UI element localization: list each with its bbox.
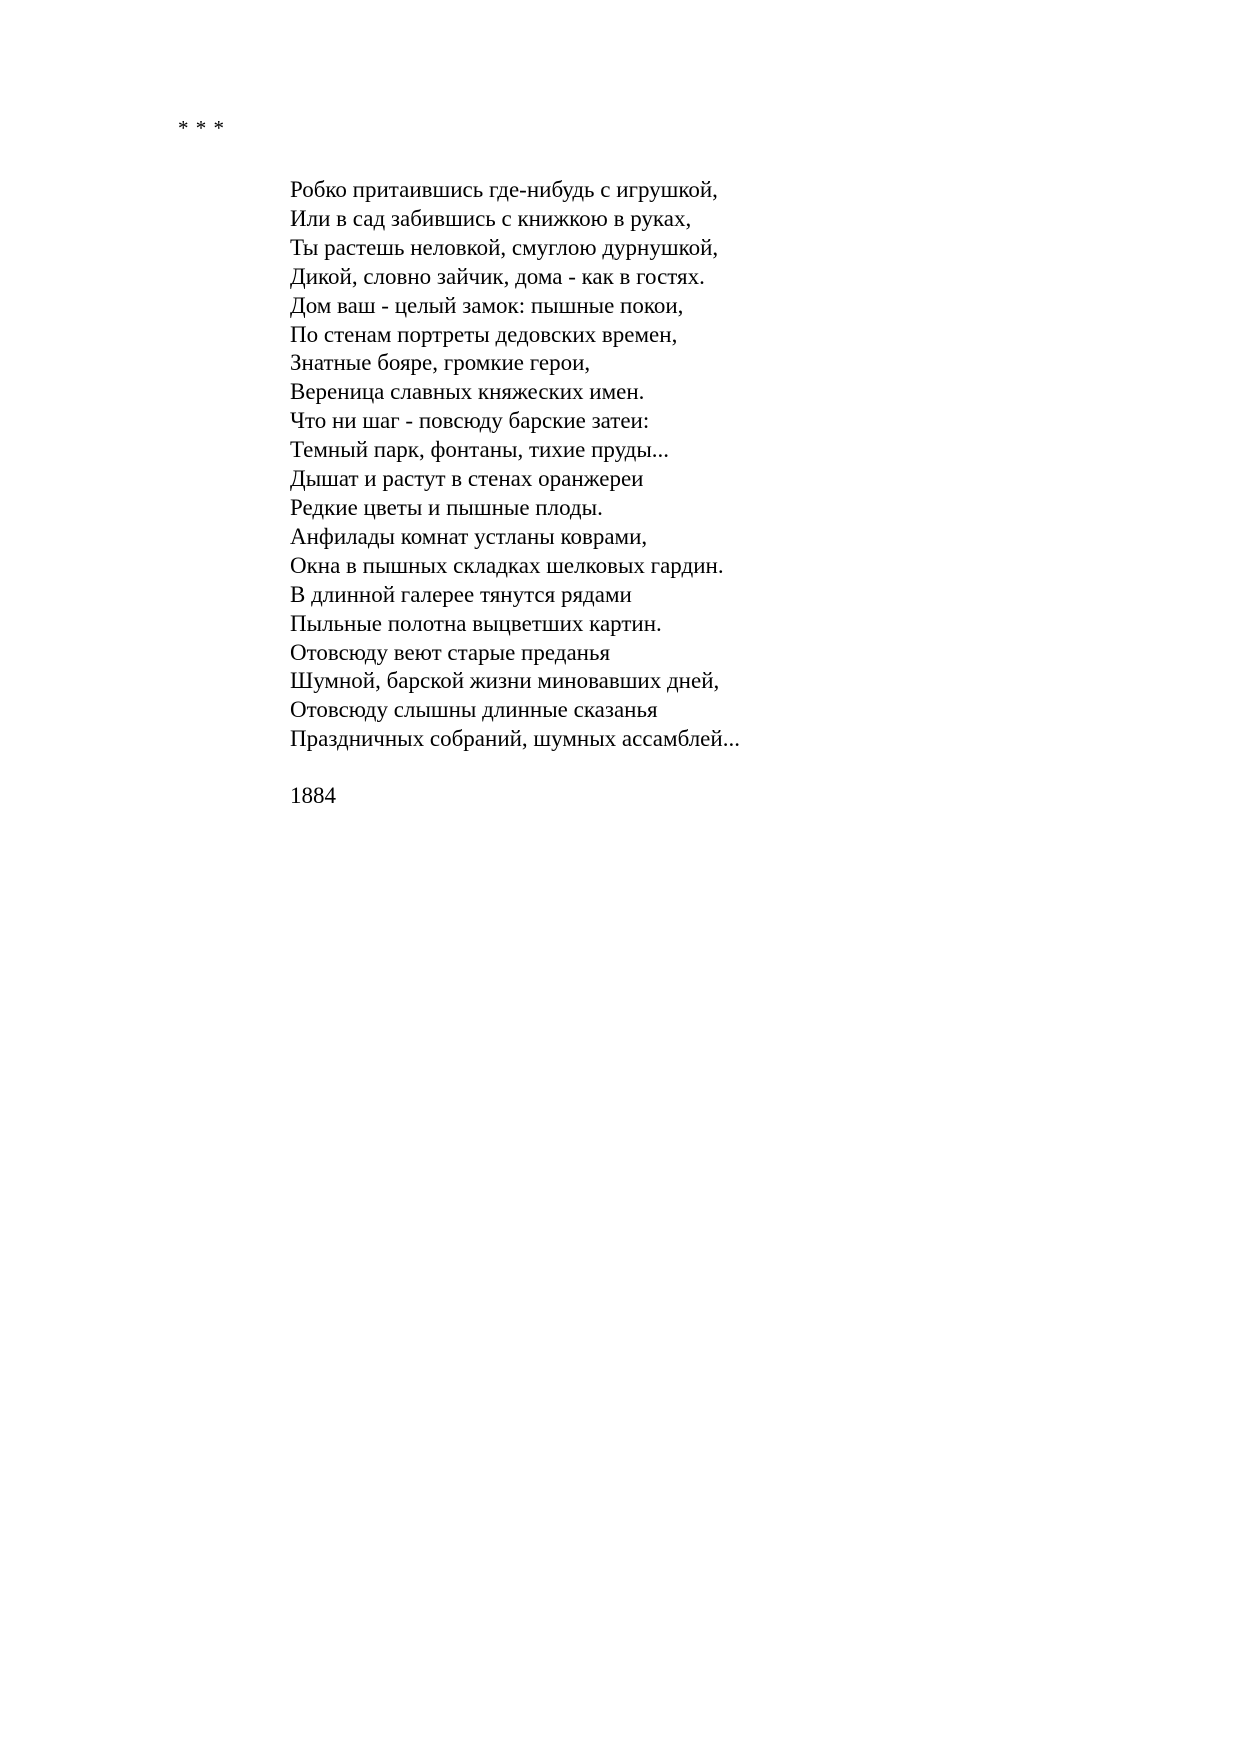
poem-line: В длинной галерее тянутся рядами <box>290 581 632 607</box>
poem-line: Что ни шаг - повсюду барские затеи: <box>290 408 650 434</box>
poem-line: По стенам портреты дедовских времен, <box>290 321 678 347</box>
poem-line: Пыльные полотна выцветших картин. <box>290 610 662 636</box>
poem-line: Праздничных собраний, шумных ассамблей... <box>290 726 740 752</box>
poem-body <box>290 176 740 754</box>
section-marker: * * * <box>178 116 225 140</box>
poem-line: Дом ваш - целый замок: пышные покои, <box>290 292 684 318</box>
poem-line: Анфилады комнат устланы коврами, <box>290 523 648 549</box>
poem-line: Робко притаившись где-нибудь с игрушкой, <box>290 177 718 202</box>
poem-line: Отовсюду веют старые преданья <box>290 639 611 665</box>
poem-line: Дышат и растут в стенах оранжереи <box>290 466 644 492</box>
poem-year: 1884 <box>290 783 336 808</box>
poem-line: Дикой, словно зайчик, дома - как в гостях. <box>290 263 705 289</box>
poem-line: Темный парк, фонтаны, тихие пруды... <box>290 437 670 463</box>
poem-line: Ты растешь неловкой, смуглою дурнушкой, <box>290 234 719 260</box>
poem-line: Или в сад забившись с книжкою в руках, <box>290 205 692 231</box>
poem-line: Вереница славных княжеских имен. <box>290 379 645 405</box>
poem-line: Редкие цветы и пышные плоды. <box>290 494 603 520</box>
poem-line: Шумной, барской жизни миновавших дней, <box>290 668 720 694</box>
poem-line: Знатные бояре, громкие герои, <box>290 350 591 376</box>
poem-line: Отовсюду слышны длинные сказанья <box>290 697 658 723</box>
poem-line: Окна в пышных складках шелковых гардин. <box>290 552 724 578</box>
